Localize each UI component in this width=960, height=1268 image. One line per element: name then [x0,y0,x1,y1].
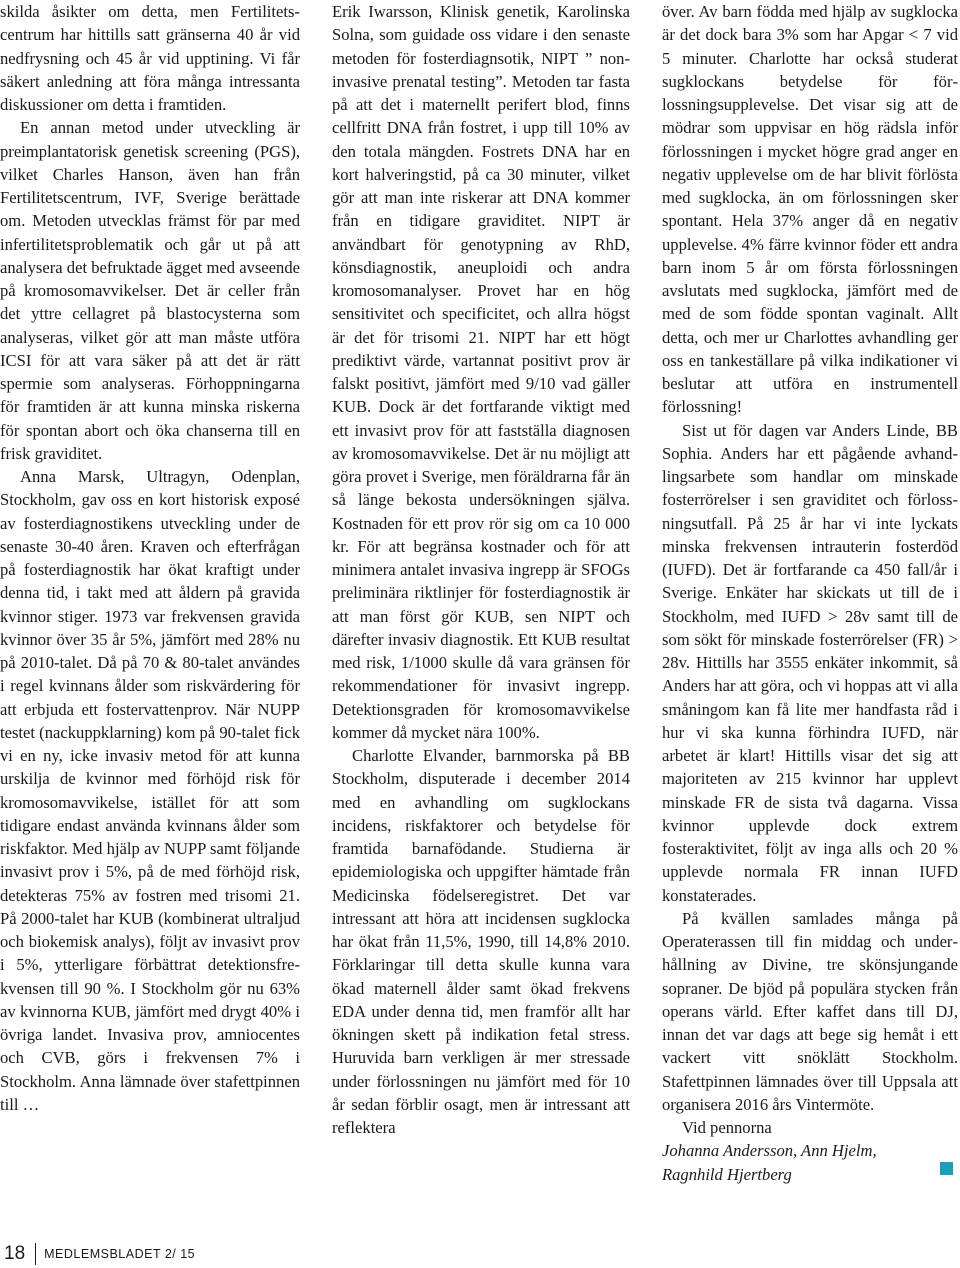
signoff-names-line-2: Ragnhild Hjertberg [662,1164,792,1184]
paragraph: skilda åsikter om detta, men Fertilitetscentrum har hittills satt gränserna 40 år vid nedfrysning och 45 år vid upptining. Vi får säkert anledning att föra många intressanta diskussioner om detta i framtiden. [0,2,300,114]
signoff-label: Vid pennorna [682,1118,772,1137]
text-column-2 [332,0,630,1139]
page-number: 18 [4,1243,26,1264]
paragraph: Anna Marsk, Ultragyn, Odenplan, Stockholm, gav oss en kort historisk exposé av fosterdiagnostikens utveckling under de senaste 30-40 åren. Kraven och efterfrågan på fosterdiagnostik har ökat kraftigt under denna tid, i takt med att åldern på gravida kvinnor stiger. 1973 var frekvensen gravida kvinnor över 35 år 5%, jämfört med 28% nu på 2010-talet. Då på 70 & 80-talet användes i regel kvinnans ålder som riskvärdering för att erbjuda ett fostervattenprov. När NUPP testet (nackuppklarning) kom på 90-talet fick vi en ny, icke invasiv metod för att kunna urskilja de kvinnor med förhöjd risk för kromosomavvikelse, istället för att som tidigare endast använda kvinnans ålder som riskfaktor. Med hjälp av NUPP samt följande invasivt prov i 5%, på de med förhöjd risk, detekteras 75% av fostren med trisomi 21. På 2000-talet har KUB (kombinerat ultraljud och biokemisk analys), följt av invasivt prov i 5%, ytterligare förbättrat detektionsfrekvensen till 90 %. I Stockholm gör nu 63% av kvinnorna KUB, jämfört med drygt 40% i övriga landet. Invasiva prov, amniocentes och CVB, görs i frekvensen 7% i Stockholm. Anna lämnade över stafettpinnen till … [0,467,300,1114]
publication-name: MEDLEMSBLADET 2/ 15 [44,1247,196,1261]
signoff-names-line-1: Johanna Andersson, Ann Hjelm, [662,1141,877,1161]
text-column-3 [662,0,958,1186]
article-end-mark [940,1162,953,1175]
paragraph: Erik Iwarsson, Klinisk genetik, Karolinska Solna, som guidade oss vidare i den senaste metoden för fosterdiagnsotik, NIPT ” non-invasive prenatal testing”. Metoden tar fasta på att det i maternellt perifert blod, finns cellfritt DNA från fostret, i upp till 10% av den totala mängden. Fostrets DNA har en kort halveringstid, på ca 30 minuter, vilket gör att man inte riskerar att DNA kommer från en tidigare graviditet. NIPT är användbart för genotypning av RhD, könsdiagnostik, aneuploidi och andra kromosomanalyser. Provet har en hög sensitivitet och specificitet, och allra högst är det för trisomi 21. NIPT har ett högt prediktivt värde, vartannat positivt prov är falskt positivt, jämfört med 9/10 vad gäller KUB. Dock är det fortfarande viktigt med ett invasivt prov för att fastställa diagnosen av kromosomavvikelse. Det är nu möjligt att göra provet i Sverige, men föräldrarna får än så länge bekosta undersökningen själva. Kostnaden för ett prov rör sig om ca 10 000 kr. För att begränsa kostnader och för att minimera antalet invasiva ingrepp är SFOGs preliminära riktlinjer för fosterdiagnostik är att man först gör KUB, sen NIPT och därefter invasiv diagnostik. Ett KUB resultat med risk, 1/1000 skulle då vara gränsen för rekommendationer för invasivt ingrepp. Detektionsgraden för kromosomavvikelse kommer då mycket nära 100%. [332,2,630,742]
footer-divider [35,1243,36,1265]
page-footer [0,1242,195,1266]
paragraph: På kvällen samlades många på Operaterassen till fin middag och underhållning av Divine, tre skönsjungande sopraner. De bjöd på populära stycken från operans värld. Efter kaffet dans till DJ, innan det var dags att bege sig hemåt i ett vackert vitt snöklätt Stockholm. Stafettpinnen lämnades över till Uppsala att organisera 2016 års Vintermöte. [662,908,958,1114]
paragraph: över. Av barn födda med hjälp av sugklocka är det dock bara 3% som har Apgar < 7 vid 5 minuter. Charlotte har också studerat sugklockans betydelse för förlossningsupplevelse. Det visar sig att de mödrar som uppvisar en hög rädsla inför förlossningen i mycket högre grad anger en negativ upplevelse om de har blivit förlösta med sugklocka, än om förlossningen sker spontant. Hela 37% anger då en negativ upplevelse. 4% färre kvinnor föder ett andra barn inom 5 år om första förlossningen avslutats med sugklocka, jämfört med de med de som födde spontan vaginalt. Allt detta, och mer ur Charlottes avhandling ger oss en tankeställare på vilka indikationer vi beslutar att utföra en instrumentell förlossning! [662,2,958,417]
paragraph: En annan metod under utveckling är preimplantatorisk genetisk screening (PGS), vilket Charles Hanson, även han från Fertilitetscentrum, IVF, Sverige berättade om. Metoden utvecklas främst för par med infertilitetsproblematik och går ut på att analysera det befruktade ägget med avseende på kromosomavvikelser. Det är celler från det yttre cellagret på blastocysterna som analyseras, vilket gör att man måste utföra ICSI för att vara säker på att det är rätt spermie som analyseras. Förhoppningarna för framtiden är att kunna minska riskerna för spontan abort och öka chanserna till en frisk graviditet. [0,118,300,463]
paragraph: Sist ut för dagen var Anders Linde, BB Sophia. Anders har ett pågående avhandlingsarbete som handlar om minskade fosterrörelser i sen graviditet och förlossningsutfall. På 25 år har vi inte lyckats minska frekvensen intrauterin fosterdöd (IUFD). Det är fortfarande ca 450 fall/år i Sverige. Enkäter har skickats ut till de i Stockholm, med IUFD > 28v samt till de som sökt för minskade fosterrörelser (FR) > 28v. Hittills har 3555 enkäter inkommit, så Anders har att göra, och vi hoppas att vi alla småningom kan få lite mer handfasta råd i hur vi ska kunna förhindra IUFD, när arbetet är klart! Hittills visar det sig att majoriteten av 215 kvinnor har upplevt minskade FR de sista två dagarna. Vissa kvinnor upplevde dock extrem fosteraktivitet, följt av inga alls och 20 % upplevde normala FR innan IUFD konstaterades. [662,420,958,905]
paragraph: Charlotte Elvander, barnmorska på BB Stockholm, disputerade i december 2014 med en avhandling om sugklockans incidens, riskfaktorer och betydelse för framtida barnafödande. Studierna är epidemiologiska och uppgifter hämtade från Medicinska födelseregistret. Det var intressant att höra att incidensen sugklocka har ökat från 11,5%, 1990, till 14,8% 2010. Förklaringar till detta skulle kunna vara ökad maternell ålder samt ökad frekvens EDA under denna tid, men framför allt har ökningen skett på indikation fetal stress. Huruvida barn verkligen är mer stressade under förlossningen nu jämfört med för 10 år sedan förblir osagt, men är intressant att reflektera [332,746,630,1137]
text-column-1 [0,0,300,1116]
signoff [662,1116,958,1186]
